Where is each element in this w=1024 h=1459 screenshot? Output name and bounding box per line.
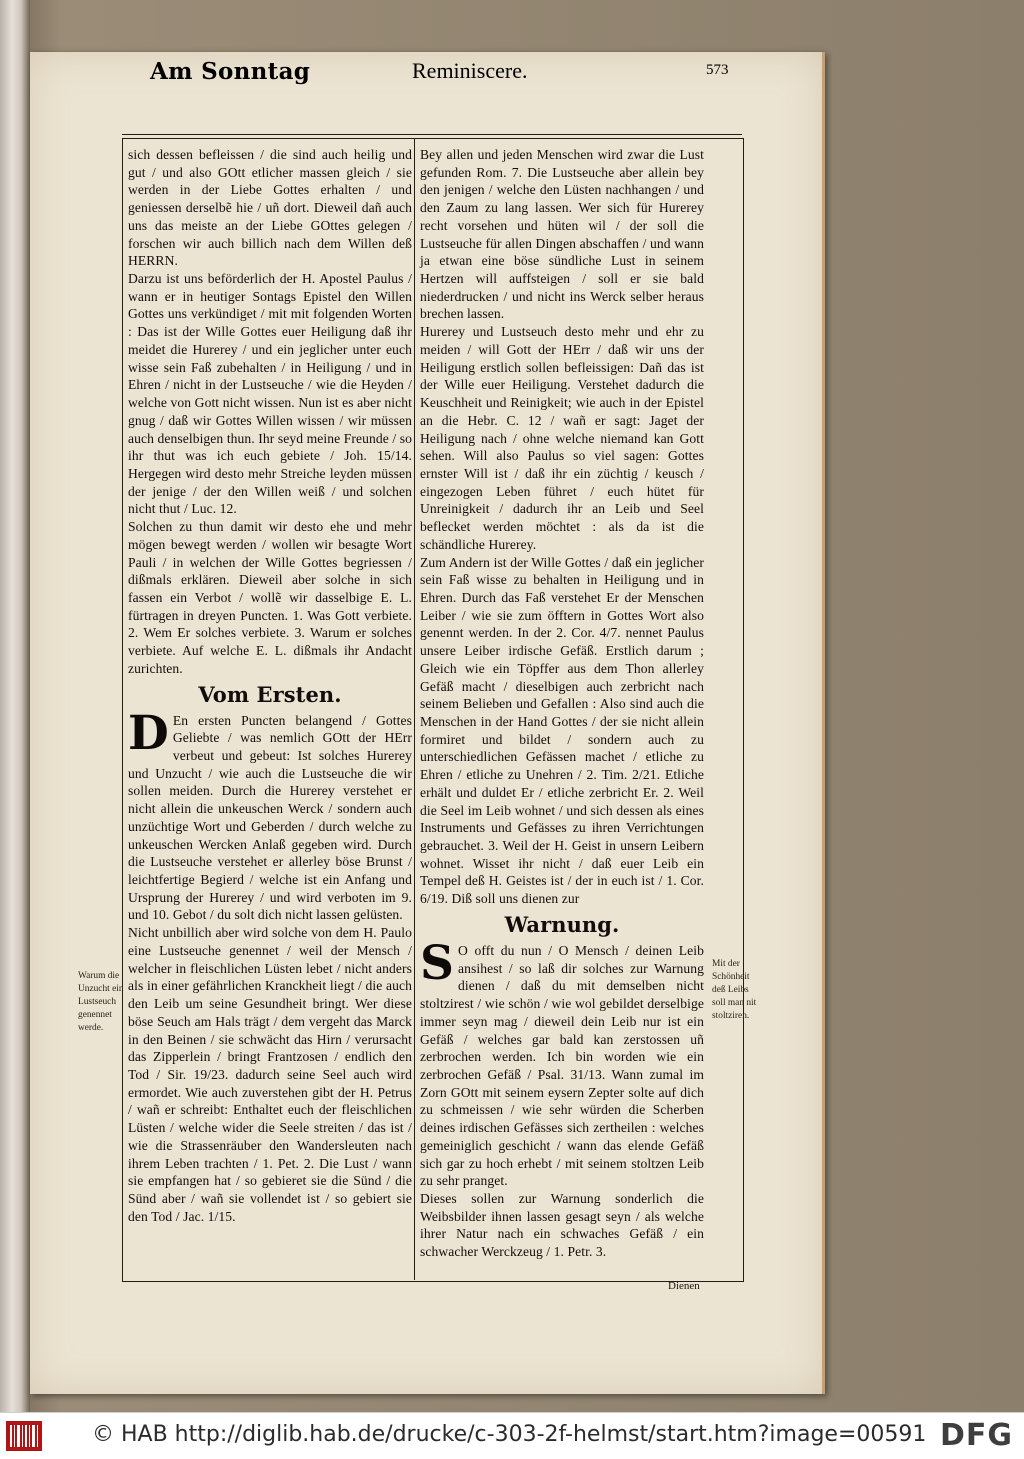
dfg-logo: DFG bbox=[940, 1418, 1014, 1453]
paragraph: Solchen zu thun damit wir desto ehe und mehr mögen bewegt werden / wollen wir besagte Wort Pauli / in welchen der Wille Gottes begriessen / dißmals erklären. Dieweil aber solche in sich fassen ein Verbot / wollẽ wir dasselbige E. L. fürtragen in dreyen Puncten. 1. Was Gott verbiete. 2. Wem Er solches verbiete. 3. Warum er solches verbiete. Auf welche E. L. dißmals ihr Andacht zurichten. bbox=[128, 519, 412, 676]
drop-cap: S bbox=[420, 935, 455, 991]
paragraph-text: En ersten Puncten belangend / Gottes Geliebte / was nemlich GOtt der HErr verbeut und gebeut: Ist solches Hurerey und Unzucht / wie auch die Lustseuche die wir sollen meiden. Durch die Hurerey verstehet er nicht allein die unkeuschen Werck / sondern auch unzüchtige Wort und Geberden / durch welche zu unkeuschen Wercken Anlaß gegeben wird. Durch die Lustseuche verstehet er allerley böse Brunst / leichtfertige Begierd / welche ist ein Anfang und Ursprung der Hurerey / und wird verboten im 9. und 10. Gebot / du solt dich nicht lassen gelüsten. bbox=[128, 712, 412, 923]
right-column bbox=[420, 146, 704, 1261]
paragraph bbox=[128, 705, 412, 925]
section-heading: Vom Ersten. bbox=[198, 681, 342, 707]
barcode-icon bbox=[6, 1421, 42, 1451]
paragraph: Bey allen und jeden Menschen wird zwar die Lust gefunden Rom. 7. Die Lustseuche aber allein bey den jenigen / welche den Lüsten nachhangen / und den Zaum zu lang lassen. Wer sich für Hurerey recht vorsehen und hüten wil / der soll die Lustseuche für allen Dingen abschaffen / und wann ja etwan eine böse sündliche Lust in seinem Hertzen will auffsteigen / soll er sie bald niederdrucken / und nicht ins Werck selber heraus brechen lassen. bbox=[420, 147, 704, 322]
running-title: Am Sonntag bbox=[150, 58, 311, 85]
paragraph: sich dessen befleissen / die sind auch heilig und gut / und also GOtt etlicher massen gleich / sie werden in der Liebe Gottes erhalten / und geniessen derselbẽ hie / uñ dort. Dieweil dañ auch uns das meiste an der Liebe GOttes gelegen / forschen wir auch billich nach dem Willen deß HERRN. bbox=[128, 147, 412, 269]
paragraph: Zum Andern ist der Wille Gottes / daß ein jeglicher sein Faß wisse zu behalten in Heiligung und in Ehren. Durch das Faß verstehet Er der Menschen Leiber / wie sie zum öfftern in Gottes Wort also genennt werden. In der 2. Cor. 4/7. nennet Paulus unsere Leiber irdische Gefäß. Erstlich darum ; Gleich wie ein Töpffer aus dem Thon allerley Gefäß macht / dieselbigen auch zerbricht nach seinem Belieben und Gefallen : Also sind auch die Menschen in der Hand Gottes / der sie nicht allein formiret und bildet / sondern auch zu unterschiedlichen Gefässen machet / etliche zu Ehren / etliche zu Unehren / 2. Tim. 2/21. Etliche erhält und duldet Er / etliche zerbricht Er. 2. Weil die Seel im Leib wohnet / und sich dessen als eines Instruments und Gefässes zu ihren Verrichtungen gebrauchet. 3. Weil der H. Geist in unsern Leibern wohnet. Wisset ihr nicht / daß euer Leib ein Tempel deß H. Geistes ist / der in euch ist / 1. Cor. 6/19. Diß soll uns dienen zur bbox=[420, 554, 704, 907]
paragraph-text: O offt du nun / O Mensch / deinen Leib ansihest / so laß dir solches zur Warnung dienen / daß du mit demselben nicht stoltzirest / wie schön / wie wol gebildet derselbige immer seyn mag / dieweil dein Leib nur ist ein Gefäß / welches gar bald kan zerstossen uñ zerbrochen werden. Ich bin worden wie ein zerbrochen Gefäß / Psal. 31/13. Wann zumal im Zorn GOtt mit seinem eysern Zepter solte auf dich zu schmeissen / wie sehr würden die Scherben deines irdischen Gefässes sich zertheilen : welches gemeiniglich geschicht / wann das elende Gefäß sich gar zu hoch erhebt / mit seinem stoltzen Leib zu sehr pranget. bbox=[420, 942, 704, 1189]
footer-bar bbox=[0, 1412, 1024, 1459]
paragraph bbox=[420, 935, 704, 1190]
section-heading: Warnung. bbox=[504, 911, 620, 937]
running-title-sub: Reminiscere. bbox=[412, 58, 528, 83]
paragraph: Darzu ist uns beförderlich der H. Apostel Paulus / wann er in heutiger Sontags Epistel den Willen Gottes uns verkündiget / mit mit folgenden Worten : Das ist der Wille Gottes euer Heiligung daß ihr meidet die Hurerey / und ein jeglicher unter euch wisse sein Faß zubehalten / in Heiligung / und in Ehren / nicht in der Lustseuche / wie die Heyden / welche von Gott nicht wissen. Nun ist es aber nicht gnug / daß wir Gottes Willen wissen / wir müssen auch denselbigen thun. Ihr seyd meine Freunde / so ihr thut was ich euch gebiete / Joh. 15/14. Hergegen wird desto mehr Streiche leyden müssen der jenige / der den Willen weiß / und solchen nicht thut / Luc. 12. bbox=[128, 271, 412, 517]
column-divider bbox=[414, 138, 415, 1280]
header-rule bbox=[122, 134, 742, 135]
paragraph: Nicht unbillich aber wird solche von dem H. Paulo eine Lustseuche genennet / weil der Mensch / welcher in fleischlichen Lüsten lebet / nicht anders als in einer gefährlichen Kranckheit liegt / die auch den Leib um seine Gesundheit bringt. Wer diese böse Seuch am Hals trägt / dem vergeht das Marck in den Beinen / sie schwächt das Hirn / verursacht das Zipperlein / bringt Frantzosen / endlich den Tod / Sir. 19/23. dadurch seine Seel auch wird ermordet. Wie auch zuverstehen gibt der H. Petrus / wañ er schreibt: Enthaltet euch der fleischlichen Lüsten / welche wider die Seele streiten / das ist / wie die Strassenräuber den Wandersleuten nach ihrem Leben trachten / 1. Pet. 2. Die Lust / wann sie empfangen hat / so gebieret sie die Sünd / die Sünd aber / wañ sie vollendet ist / so gebiert sie den Tod / Jac. 1/15. bbox=[128, 925, 412, 1224]
margin-note-left: Warum die Unzucht ein Lustseuch genennet werde. bbox=[78, 971, 124, 1033]
paragraph: Dieses sollen zur Warnung sonderlich die Weibsbilder ihnen lassen gesagt seyn / als welche ihrer Natur nach ein schwaches Gefäß / ein schwacher Werckzeug / 1. Petr. 3. bbox=[420, 1190, 704, 1260]
source-link[interactable]: © HAB http://diglib.hab.de/drucke/c-303-2f-helmst/start.htm?image=00591 bbox=[92, 1422, 927, 1447]
paragraph: Hurerey und Lustseuch desto mehr und ehr zu meiden / will Gott der HErr / daß wir uns der Heiligung erstlich sollen befleissigen: Dañ das ist der Wille euer Heiligung. Verstehet dadurch die Keuschheit und Reinigkeit; wie auch in der Epistel an die Hebr. C. 12 / wañ er sagt: Jaget der Heiligung nach / ohne welche niemand kan Gott sehen. Will also Paulus so viel sagen: Gottes ernster Will ist / daß ihr ein züchtig / keusch / eingezogen Leben führet / euch hütet für Unreinigkeit / dadurch ihr an Leib und Seel beflecket werden möchtet : als da ist die schändliche Hurerey. bbox=[420, 324, 704, 552]
page-number: 573 bbox=[706, 62, 729, 78]
left-column bbox=[128, 146, 412, 1225]
drop-cap: D bbox=[128, 705, 169, 761]
catchword: Dienen bbox=[668, 1280, 700, 1292]
left-page-edge bbox=[0, 0, 30, 1412]
margin-note-right: Mit der Schönheit deß Leibs soll man nit stoltziren. bbox=[712, 959, 757, 1021]
